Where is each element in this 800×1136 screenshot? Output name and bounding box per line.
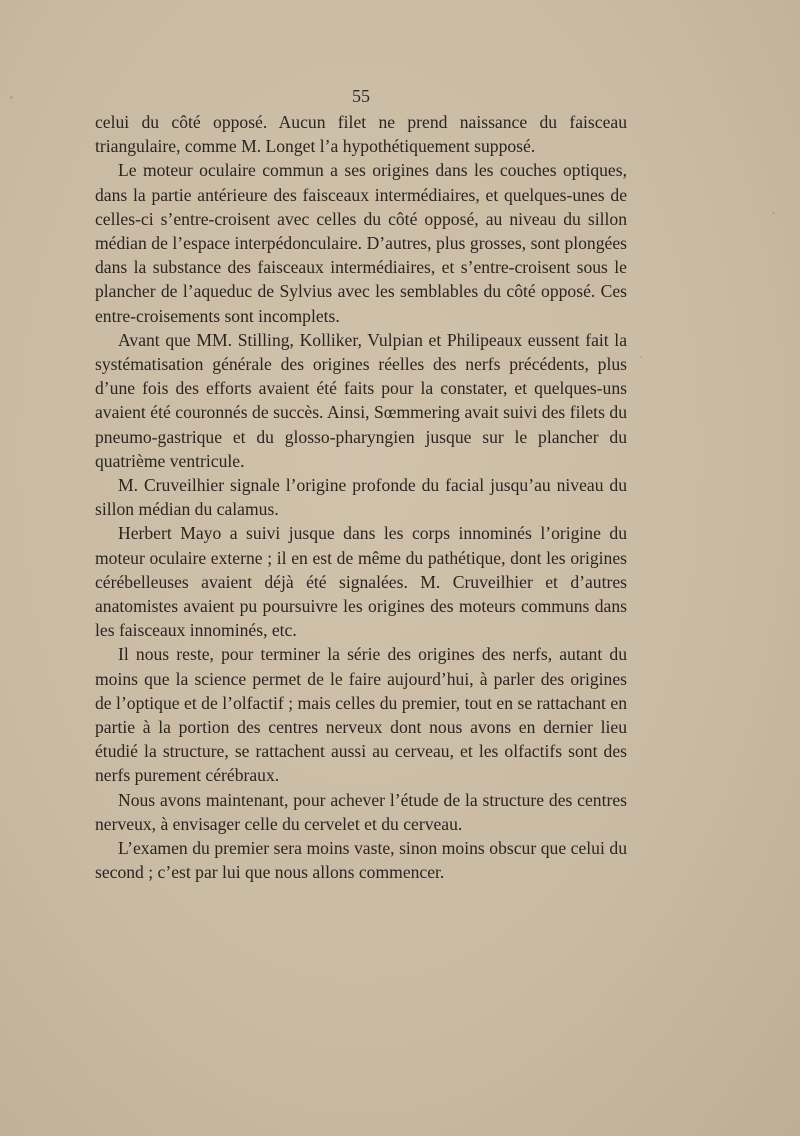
paper-spot [772,212,775,214]
paragraph: celui du côté opposé. Aucun filet ne prend naissance du faisceau triangulaire, comme M. Longet l’a hypothétiquement supposé. [95,112,627,157]
body-text [95,110,627,885]
paragraph: Il nous reste, pour terminer la série des origines des nerfs, autant du moins que la science permet de le faire aujourd’hui, à parler des origines de l’optique et de l’olfactif ; mais celles du premier, tout en se rattachant en partie à la portion des centres nerveux dont nous avons en dernier lieu étudié la structure, se rattachent aussi au cerveau, et les olfactifs sont des nerfs purement cérébraux. [95,644,627,786]
paragraph: M. Cruveilhier signale l’origine profonde du facial jusqu’au niveau du sillon médian du calamus. [95,475,627,520]
page-number: 55 [352,86,370,106]
paragraph: Le moteur oculaire commun a ses origines dans les couches optiques, dans la partie antérieure des faisceaux intermédiaires, et quelques-unes de celles-ci s’entre-croisent avec celles du côté opposé, au niveau du sillon médian de l’espace interpédonculaire. D’autres, plus grosses, sont plongées dans la substance des faisceaux intermédiaires, et s’entre-croisent sous le plancher de l’aqueduc de Sylvius avec les semblables du côté opposé. Ces entre-croisements sont incomplets. [95,160,627,326]
paragraph: Avant que MM. Stilling, Kolliker, Vulpian et Philipeaux eussent fait la systématisation générale des origines réelles des nerfs précédents, plus d’une fois des efforts avaient été faits pour la constater, et quelques-uns avaient été couronnés de succès. Ainsi, Sœmmering avait suivi des filets du pneumo-gastrique et du glosso-pharyngien jusque sur le plancher du quatrième ventricule. [95,329,627,471]
paper-spot [640,356,642,358]
paragraph: Nous avons maintenant, pour achever l’étude de la structure des centres nerveux, à envisager celle du cervelet et du cerveau. [95,789,627,834]
paragraph: Herbert Mayo a suivi jusque dans les corps innominés l’origine du moteur oculaire externe ; il en est de même du pathétique, dont les origines cérébelleuses avaient déjà été signalées. M. Cruveilhier et d’autres anatomistes avaient pu poursuivre les origines des moteurs communs dans les faisceaux innominés, etc. [95,523,627,641]
paragraph: L’examen du premier sera moins vaste, sinon moins obscur que celui du second ; c’est par lui que nous allons commencer. [95,838,627,883]
